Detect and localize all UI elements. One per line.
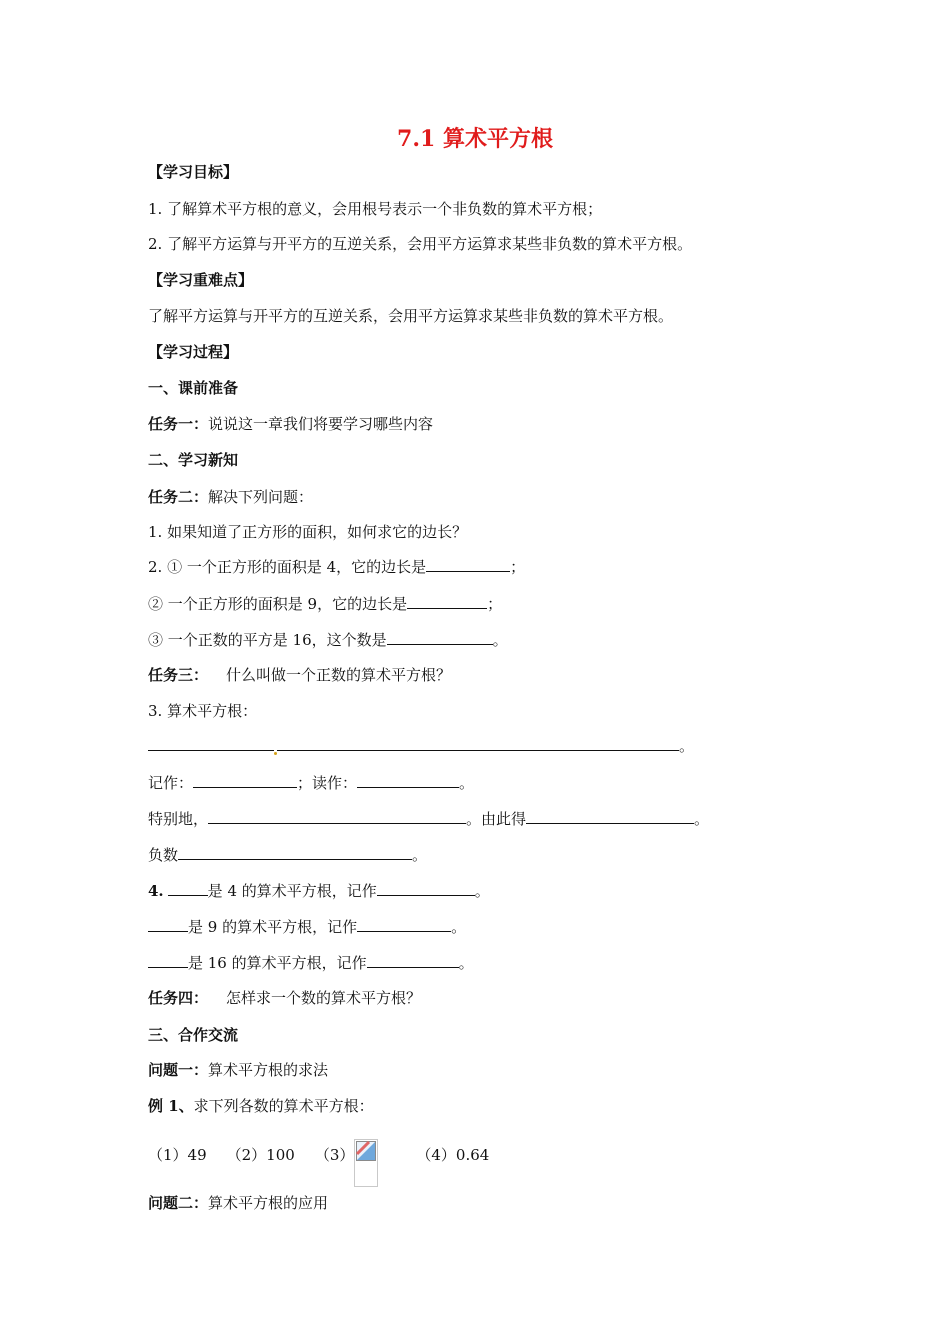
problem1-text: 算术平方根的求法 — [208, 1061, 329, 1079]
answer-blank[interactable] — [367, 953, 459, 968]
answer-blank[interactable] — [168, 881, 208, 896]
problem1-label: 问题一： — [148, 1061, 209, 1079]
question-4b-end: 。 — [451, 918, 467, 936]
problem2-text: 算术平方根的应用 — [208, 1194, 329, 1212]
notation-end: 。 — [459, 774, 475, 792]
question-4-number: 4. — [148, 882, 164, 900]
notation-label: 记作： — [148, 774, 194, 792]
example1-label: 例 1、 — [148, 1097, 194, 1115]
answer-blank[interactable] — [178, 845, 412, 860]
question-4c — [148, 953, 474, 973]
example1-line — [148, 1096, 374, 1116]
task3-label: 任务三： — [148, 666, 209, 684]
answer-blank[interactable] — [357, 917, 451, 932]
question-4a-text: 是 4 的算术平方根，记作 — [207, 882, 377, 900]
part3-header: 三、合作交流 — [148, 1026, 239, 1044]
example-item-4: （4）0.64 — [416, 1146, 490, 1164]
question-2c — [148, 630, 508, 650]
question-4a-end: 。 — [474, 882, 490, 900]
process-header: 【学习过程】 — [148, 343, 239, 361]
task1-text: 说说这一章我们将要学习哪些内容 — [208, 415, 434, 433]
task4-label: 任务四： — [148, 989, 209, 1007]
definition-end: 。 — [679, 737, 695, 755]
task2-text: 解决下列问题： — [208, 488, 314, 506]
special-label: 特别地， — [148, 810, 209, 828]
task2-line — [148, 487, 313, 507]
key-points-text: 了解平方运算与开平方的互逆关系，会用平方运算求某些非负数的算术平方根。 — [148, 307, 674, 325]
example1-items — [148, 1145, 489, 1187]
answer-blank[interactable] — [277, 736, 679, 751]
task2-label: 任务二： — [148, 488, 209, 506]
question-3: 3. 算术平方根： — [148, 702, 258, 720]
answer-blank[interactable] — [148, 917, 188, 932]
question-4a — [148, 881, 490, 901]
part2-header: 二、学习新知 — [148, 451, 239, 469]
problem2-line — [148, 1193, 328, 1213]
question-2c-end: 。 — [492, 631, 508, 649]
question-1: 1. 如果知道了正方形的面积，如何求它的边长？ — [148, 523, 468, 541]
answer-blank[interactable] — [357, 773, 459, 788]
negative-end: 。 — [412, 846, 428, 864]
key-points-header: 【学习重难点】 — [148, 271, 254, 289]
question-4b-text: 是 9 的算术平方根，记作 — [188, 918, 358, 936]
answer-blank[interactable] — [377, 881, 475, 896]
task4-text: 怎样求一个数的算术平方根？ — [226, 989, 422, 1007]
objectives-header: 【学习目标】 — [148, 163, 239, 181]
question-2b — [148, 594, 502, 614]
answer-blank[interactable] — [407, 594, 487, 609]
answer-blank[interactable] — [208, 809, 466, 824]
example-item-1: （1）49 — [148, 1146, 207, 1164]
notation-line — [148, 773, 474, 793]
task3-line — [148, 665, 451, 685]
task1-label: 任务一： — [148, 415, 209, 433]
broken-image-icon — [354, 1139, 378, 1187]
special-end: 。 — [694, 810, 710, 828]
answer-blank[interactable] — [526, 809, 694, 824]
question-4b — [148, 917, 466, 937]
question-2a-text: 2. ① 一个正方形的面积是 4，它的边长是 — [148, 558, 427, 576]
question-4c-text: 是 16 的算术平方根，记作 — [188, 954, 367, 972]
special-line — [148, 809, 709, 829]
reading-label: ；读作： — [297, 774, 358, 792]
question-2a-end: ； — [510, 558, 526, 576]
answer-blank[interactable] — [148, 736, 274, 751]
definition-blank-line — [148, 736, 694, 756]
answer-blank[interactable] — [426, 557, 510, 572]
example-item-2: （2）100 — [226, 1146, 295, 1164]
answer-blank[interactable] — [387, 630, 493, 645]
special-mid: 。由此得 — [466, 810, 527, 828]
question-4c-end: 。 — [458, 954, 474, 972]
task3-text: 什么叫做一个正数的算术平方根？ — [226, 666, 452, 684]
answer-blank[interactable] — [148, 953, 188, 968]
objective-2: 2. 了解平方运算与开平方的互逆关系，会用平方运算求某些非负数的算术平方根。 — [148, 235, 693, 253]
task4-line — [148, 988, 421, 1008]
example1-text: 求下列各数的算术平方根： — [193, 1097, 374, 1115]
part1-header: 一、课前准备 — [148, 379, 239, 397]
question-2c-text: ③ 一个正数的平方是 16，这个数是 — [148, 631, 387, 649]
problem1-line — [148, 1060, 328, 1080]
negative-label: 负数 — [148, 846, 179, 864]
question-2b-text: ② 一个正方形的面积是 9，它的边长是 — [148, 595, 408, 613]
question-2b-end: ； — [487, 595, 503, 613]
objective-1: 1. 了解算术平方根的意义，会用根号表示一个非负数的算术平方根； — [148, 200, 603, 218]
task1-line — [148, 414, 433, 434]
dot-mark — [274, 752, 277, 755]
answer-blank[interactable] — [193, 773, 297, 788]
page-title: 7.1 算术平方根 — [397, 126, 553, 152]
example-item-3: （3） — [314, 1146, 355, 1164]
negative-line — [148, 845, 427, 865]
question-2a — [148, 557, 525, 577]
problem2-label: 问题二： — [148, 1194, 209, 1212]
